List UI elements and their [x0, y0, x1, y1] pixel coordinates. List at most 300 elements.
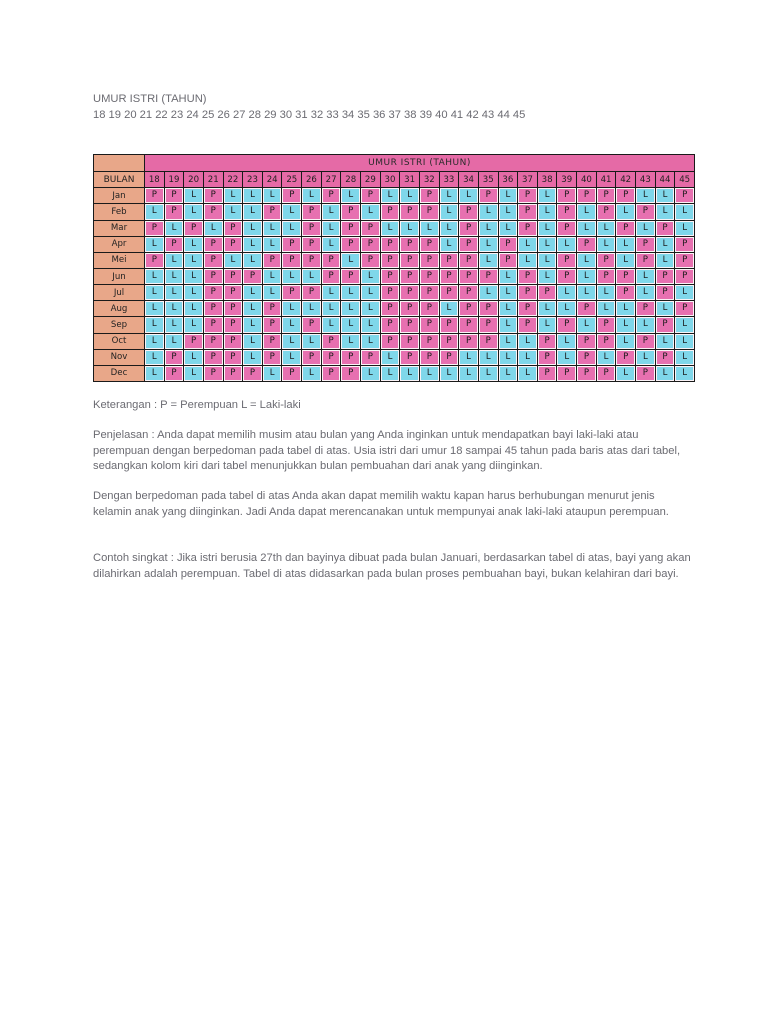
gender-cell — [537, 204, 557, 220]
laki-laki-chip: L — [676, 367, 693, 380]
perempuan-chip: P — [460, 270, 477, 283]
month-label: Mar — [94, 220, 145, 236]
gender-cell — [341, 285, 361, 301]
age-header-cell: 23 — [243, 172, 263, 188]
laki-laki-chip: L — [500, 286, 517, 299]
perempuan-chip: P — [342, 238, 359, 251]
perempuan-chip: P — [578, 302, 595, 315]
gender-cell — [203, 236, 223, 252]
gender-cell — [400, 301, 420, 317]
perempuan-chip: P — [225, 238, 242, 251]
gender-cell — [596, 204, 616, 220]
gender-cell — [380, 220, 400, 236]
gender-cell — [459, 236, 479, 252]
gender-cell — [577, 204, 597, 220]
age-header-cell: 41 — [596, 172, 616, 188]
gender-cell — [439, 252, 459, 268]
perempuan-chip: P — [676, 270, 693, 283]
laki-laki-chip: L — [558, 286, 575, 299]
perempuan-chip: P — [637, 302, 654, 315]
laki-laki-chip: L — [185, 286, 202, 299]
laki-laki-chip: L — [185, 270, 202, 283]
perempuan-chip: P — [303, 238, 320, 251]
perempuan-chip: P — [382, 318, 399, 331]
perempuan-chip: P — [421, 189, 438, 202]
contoh-paragraph: Contoh singkat : Jika istri berusia 27th dan bayinya dibuat pada bulan Januari, berdasarkan tabel di atas, bayi yang akan dilahirkan adalah perempuan. Tabel di atas didasarkan pada bulan proses pembuahan bayi, bukan kelahiran dari bayi. — [93, 552, 691, 580]
gender-cell — [616, 317, 636, 333]
gender-cell — [636, 333, 656, 349]
perempuan-chip: P — [519, 189, 536, 202]
laki-laki-chip: L — [637, 189, 654, 202]
gender-cell — [282, 301, 302, 317]
perempuan-chip: P — [283, 189, 300, 202]
gender-cell — [537, 252, 557, 268]
laki-laki-chip: L — [283, 335, 300, 348]
table-row — [94, 301, 695, 317]
perempuan-chip: P — [401, 205, 418, 218]
gender-cell — [557, 301, 577, 317]
perempuan-chip: P — [421, 254, 438, 267]
gender-cell — [223, 333, 243, 349]
laki-laki-chip: L — [401, 189, 418, 202]
perempuan-chip: P — [146, 222, 163, 235]
gender-cell — [537, 188, 557, 204]
perempuan-chip: P — [264, 318, 281, 331]
laki-laki-chip: L — [441, 367, 458, 380]
gender-cell — [184, 236, 204, 252]
laki-laki-chip: L — [441, 189, 458, 202]
gender-cell — [419, 252, 439, 268]
gender-cell — [321, 204, 341, 220]
gender-cell — [557, 317, 577, 333]
laki-laki-chip: L — [225, 205, 242, 218]
laki-laki-chip: L — [539, 189, 556, 202]
gender-cell — [478, 317, 498, 333]
perempuan-chip: P — [441, 270, 458, 283]
laki-laki-chip: L — [244, 318, 261, 331]
gender-cell — [380, 365, 400, 381]
laki-laki-chip: L — [225, 189, 242, 202]
gender-cell — [675, 252, 695, 268]
perempuan-chip: P — [460, 222, 477, 235]
gender-cell — [302, 317, 322, 333]
laki-laki-chip: L — [539, 318, 556, 331]
perempuan-chip: P — [323, 351, 340, 364]
gender-cell — [439, 188, 459, 204]
gender-cell — [223, 301, 243, 317]
laki-laki-chip: L — [539, 205, 556, 218]
gender-cell — [419, 349, 439, 365]
perempuan-chip: P — [441, 318, 458, 331]
gender-cell — [341, 317, 361, 333]
age-header-cell: 18 — [145, 172, 165, 188]
gender-cell — [361, 220, 381, 236]
laki-laki-chip: L — [657, 205, 674, 218]
gender-cell — [164, 252, 184, 268]
gender-cell — [577, 317, 597, 333]
age-header-cell: 39 — [557, 172, 577, 188]
gender-cell — [616, 252, 636, 268]
gender-cell — [655, 220, 675, 236]
laki-laki-chip: L — [146, 318, 163, 331]
gender-cell — [518, 285, 538, 301]
perempuan-chip: P — [637, 205, 654, 218]
gender-cell — [223, 236, 243, 252]
month-label: Jan — [94, 188, 145, 204]
laki-laki-chip: L — [342, 318, 359, 331]
age-header-cell: 26 — [302, 172, 322, 188]
gender-cell — [557, 365, 577, 381]
laki-laki-chip: L — [558, 335, 575, 348]
month-label: Sep — [94, 317, 145, 333]
perempuan-chip: P — [421, 286, 438, 299]
gender-cell — [459, 252, 479, 268]
gender-cell — [164, 333, 184, 349]
gender-cell — [164, 204, 184, 220]
perempuan-chip: P — [558, 189, 575, 202]
laki-laki-chip: L — [146, 367, 163, 380]
gender-cell — [341, 333, 361, 349]
gender-cell — [577, 301, 597, 317]
laki-laki-chip: L — [657, 254, 674, 267]
laki-laki-chip: L — [185, 189, 202, 202]
gender-cell — [655, 365, 675, 381]
perempuan-chip: P — [382, 270, 399, 283]
gender-cell — [596, 285, 616, 301]
age-header-cell: 19 — [164, 172, 184, 188]
laki-laki-chip: L — [578, 270, 595, 283]
perempuan-chip: P — [205, 318, 222, 331]
gender-cell — [518, 236, 538, 252]
laki-laki-chip: L — [283, 302, 300, 315]
gender-cell — [164, 285, 184, 301]
perempuan-chip: P — [421, 238, 438, 251]
gender-cell — [616, 349, 636, 365]
gender-cell — [419, 285, 439, 301]
laki-laki-chip: L — [382, 351, 399, 364]
perempuan-chip: P — [637, 367, 654, 380]
gender-cell — [577, 268, 597, 284]
perempuan-chip: P — [519, 205, 536, 218]
perempuan-chip: P — [598, 318, 615, 331]
gender-cell — [380, 285, 400, 301]
perempuan-chip: P — [303, 254, 320, 267]
gender-cell — [145, 301, 165, 317]
laki-laki-chip: L — [539, 302, 556, 315]
gender-cell — [262, 365, 282, 381]
age-heading: UMUR ISTRI (TAHUN) — [93, 93, 207, 105]
laki-laki-chip: L — [598, 302, 615, 315]
gender-cell — [164, 268, 184, 284]
gender-cell — [282, 252, 302, 268]
gender-cell — [439, 301, 459, 317]
laki-laki-chip: L — [676, 222, 693, 235]
gender-cell — [557, 204, 577, 220]
perempuan-chip: P — [342, 270, 359, 283]
perempuan-chip: P — [657, 351, 674, 364]
laki-laki-chip: L — [146, 270, 163, 283]
gender-cell — [203, 317, 223, 333]
laki-laki-chip: L — [657, 302, 674, 315]
gender-cell — [164, 365, 184, 381]
gender-cell — [439, 349, 459, 365]
laki-laki-chip: L — [676, 335, 693, 348]
gender-cell — [596, 349, 616, 365]
gender-cell — [655, 188, 675, 204]
gender-cell — [184, 349, 204, 365]
gender-cell — [459, 188, 479, 204]
laki-laki-chip: L — [519, 351, 536, 364]
gender-cell — [655, 317, 675, 333]
laki-laki-chip: L — [264, 367, 281, 380]
gender-cell — [145, 204, 165, 220]
perempuan-chip: P — [441, 351, 458, 364]
gender-cell — [361, 236, 381, 252]
laki-laki-chip: L — [558, 238, 575, 251]
gender-cell — [145, 365, 165, 381]
perempuan-chip: P — [303, 318, 320, 331]
perempuan-chip: P — [382, 286, 399, 299]
perempuan-chip: P — [362, 189, 379, 202]
gender-cell — [145, 349, 165, 365]
bulan-header: BULAN — [94, 172, 145, 188]
gender-cell — [459, 220, 479, 236]
gender-cell — [655, 252, 675, 268]
laki-laki-chip: L — [264, 286, 281, 299]
age-header-cell: 42 — [616, 172, 636, 188]
month-label: Apr — [94, 236, 145, 252]
gender-cell — [145, 317, 165, 333]
laki-laki-chip: L — [166, 286, 183, 299]
age-header-cell: 43 — [636, 172, 656, 188]
gender-cell — [419, 220, 439, 236]
perempuan-chip: P — [460, 318, 477, 331]
gender-cell — [262, 349, 282, 365]
laki-laki-chip: L — [283, 351, 300, 364]
laki-laki-chip: L — [480, 254, 497, 267]
gender-cell — [380, 252, 400, 268]
gender-cell — [262, 236, 282, 252]
laki-laki-chip: L — [146, 302, 163, 315]
gender-cell — [675, 301, 695, 317]
gender-cell — [380, 236, 400, 252]
perempuan-chip: P — [637, 254, 654, 267]
gender-cell — [537, 268, 557, 284]
perempuan-chip: P — [205, 205, 222, 218]
age-header-cell: 29 — [361, 172, 381, 188]
laki-laki-chip: L — [166, 335, 183, 348]
table-row — [94, 188, 695, 204]
gender-cell — [223, 188, 243, 204]
laki-laki-chip: L — [617, 302, 634, 315]
laki-laki-chip: L — [185, 351, 202, 364]
perempuan-chip: P — [558, 222, 575, 235]
gender-cell — [262, 301, 282, 317]
laki-laki-chip: L — [264, 270, 281, 283]
laki-laki-chip: L — [617, 367, 634, 380]
gender-cell — [321, 317, 341, 333]
perempuan-chip: P — [598, 270, 615, 283]
perempuan-chip: P — [401, 270, 418, 283]
perempuan-chip: P — [146, 254, 163, 267]
laki-laki-chip: L — [480, 205, 497, 218]
gender-cell — [557, 268, 577, 284]
gender-cell — [459, 268, 479, 284]
gender-cell — [459, 349, 479, 365]
gender-cell — [262, 220, 282, 236]
gender-cell — [341, 365, 361, 381]
gender-cell — [616, 220, 636, 236]
gender-cell — [557, 252, 577, 268]
perempuan-chip: P — [323, 254, 340, 267]
perempuan-chip: P — [401, 351, 418, 364]
perempuan-chip: P — [558, 205, 575, 218]
gender-cell — [321, 236, 341, 252]
gender-cell — [616, 236, 636, 252]
perempuan-chip: P — [617, 286, 634, 299]
laki-laki-chip: L — [500, 351, 517, 364]
gender-cell — [596, 252, 616, 268]
perempuan-chip: P — [421, 351, 438, 364]
gender-cell — [459, 204, 479, 220]
gender-cell — [341, 188, 361, 204]
table-row — [94, 268, 695, 284]
perempuan-chip: P — [598, 205, 615, 218]
gender-cell — [596, 333, 616, 349]
gender-calendar-table-wrap — [93, 154, 694, 382]
laki-laki-chip: L — [185, 205, 202, 218]
gender-cell — [537, 285, 557, 301]
laki-laki-chip: L — [519, 254, 536, 267]
gender-cell — [282, 285, 302, 301]
laki-laki-chip: L — [362, 335, 379, 348]
laki-laki-chip: L — [637, 351, 654, 364]
laki-laki-chip: L — [500, 335, 517, 348]
gender-cell — [321, 365, 341, 381]
gender-cell — [498, 236, 518, 252]
perempuan-chip: P — [637, 238, 654, 251]
gender-cell — [478, 301, 498, 317]
laki-laki-chip: L — [146, 351, 163, 364]
laki-laki-chip: L — [519, 238, 536, 251]
gender-cell — [478, 268, 498, 284]
gender-cell — [439, 204, 459, 220]
laki-laki-chip: L — [441, 205, 458, 218]
gender-cell — [361, 317, 381, 333]
gender-cell — [478, 285, 498, 301]
gender-cell — [203, 220, 223, 236]
perempuan-chip: P — [460, 205, 477, 218]
gender-cell — [478, 220, 498, 236]
laki-laki-chip: L — [166, 222, 183, 235]
perempuan-chip: P — [578, 238, 595, 251]
gender-cell — [616, 268, 636, 284]
gender-cell — [302, 252, 322, 268]
perempuan-chip: P — [323, 335, 340, 348]
gender-cell — [361, 301, 381, 317]
gender-cell — [361, 252, 381, 268]
table-row — [94, 204, 695, 220]
gender-cell — [184, 204, 204, 220]
perempuan-chip: P — [205, 270, 222, 283]
gender-cell — [518, 188, 538, 204]
laki-laki-chip: L — [146, 286, 163, 299]
month-label: Dec — [94, 365, 145, 381]
gender-cell — [636, 188, 656, 204]
gender-cell — [596, 317, 616, 333]
perempuan-chip: P — [264, 205, 281, 218]
gender-cell — [596, 365, 616, 381]
laki-laki-chip: L — [342, 189, 359, 202]
perempuan-chip: P — [460, 254, 477, 267]
gender-cell — [498, 204, 518, 220]
gender-cell — [184, 188, 204, 204]
gender-cell — [203, 252, 223, 268]
gender-cell — [302, 220, 322, 236]
gender-cell — [361, 365, 381, 381]
perempuan-chip: P — [519, 302, 536, 315]
gender-cell — [498, 252, 518, 268]
perempuan-chip: P — [676, 254, 693, 267]
perempuan-chip: P — [166, 367, 183, 380]
gender-cell — [537, 365, 557, 381]
gender-cell — [518, 268, 538, 284]
gender-cell — [302, 333, 322, 349]
gender-cell — [636, 285, 656, 301]
gender-cell — [655, 301, 675, 317]
perempuan-chip: P — [500, 238, 517, 251]
perempuan-chip: P — [441, 254, 458, 267]
laki-laki-chip: L — [598, 222, 615, 235]
gender-cell — [361, 188, 381, 204]
table-corner — [94, 155, 145, 172]
gender-cell — [518, 252, 538, 268]
laki-laki-chip: L — [382, 189, 399, 202]
laki-laki-chip: L — [421, 222, 438, 235]
gender-cell — [518, 333, 538, 349]
laki-laki-chip: L — [342, 302, 359, 315]
perempuan-chip: P — [166, 205, 183, 218]
gender-cell — [419, 204, 439, 220]
gender-cell — [262, 317, 282, 333]
table-row — [94, 365, 695, 381]
perempuan-chip: P — [617, 189, 634, 202]
gender-cell — [203, 285, 223, 301]
laki-laki-chip: L — [460, 351, 477, 364]
perempuan-chip: P — [382, 238, 399, 251]
gender-cell — [498, 301, 518, 317]
laki-laki-chip: L — [480, 367, 497, 380]
perempuan-chip: P — [657, 222, 674, 235]
laki-laki-chip: L — [185, 238, 202, 251]
perempuan-chip: P — [500, 254, 517, 267]
laki-laki-chip: L — [323, 222, 340, 235]
gender-cell — [616, 365, 636, 381]
perempuan-chip: P — [166, 238, 183, 251]
gender-cell — [557, 333, 577, 349]
gender-cell — [321, 285, 341, 301]
table-row — [94, 349, 695, 365]
laki-laki-chip: L — [146, 205, 163, 218]
gender-cell — [164, 188, 184, 204]
laki-laki-chip: L — [283, 270, 300, 283]
gender-cell — [361, 285, 381, 301]
age-header-cell: 25 — [282, 172, 302, 188]
perempuan-chip: P — [519, 318, 536, 331]
gender-cell — [302, 285, 322, 301]
perempuan-chip: P — [480, 270, 497, 283]
perempuan-chip: P — [578, 335, 595, 348]
